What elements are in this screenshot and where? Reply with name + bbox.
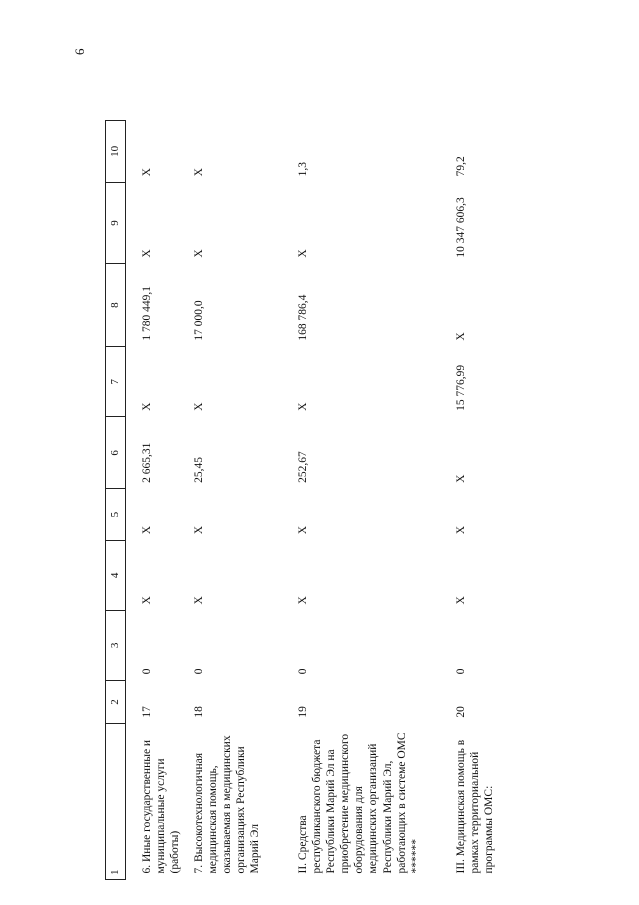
data-table (105, 120, 538, 880)
table-cell: 79,2 (455, 156, 468, 177)
table-cell: 252,67 (297, 451, 310, 483)
table-cell: X (455, 332, 468, 341)
header-cell: 1 (106, 724, 126, 880)
table-cell: X (193, 168, 206, 177)
rotated-table-container (105, 120, 525, 880)
table-cell: X (297, 249, 310, 258)
table-row (292, 121, 450, 880)
table-cell: 17 (141, 706, 154, 718)
header-row (106, 121, 126, 880)
header-cell: 10 (106, 121, 126, 183)
table-cell: 1,3 (297, 161, 310, 177)
header-cell: 2 (106, 680, 126, 723)
row-label: 7. Высокотехнологичная медицинская помощь, оказываемая в медицинских организациях Республики Марий Эл (193, 735, 262, 874)
table-cell: X (455, 474, 468, 483)
header-cell: 9 (106, 182, 126, 263)
header-cell: 6 (106, 417, 126, 489)
row-label: 6. Иные государственные и муниципальные услуги (работы) (141, 739, 182, 874)
table-cell: X (455, 525, 468, 535)
table-cell: 0 (141, 668, 154, 675)
table-row (450, 121, 538, 880)
table-cell: 18 (193, 706, 206, 718)
header-cell: 4 (106, 540, 126, 610)
header-cell: 7 (106, 347, 126, 417)
table-cell: X (297, 525, 310, 535)
table-cell: 17 000,0 (193, 300, 206, 341)
table-cell: X (141, 596, 154, 605)
table-cell: 0 (297, 668, 310, 675)
row-label: II. Средства республиканского бюджета Республики Марий Эл на приобретение медицинского оборудования для медицинских организаций Республики Марий Эл, работающих в системе ОМС ****** (297, 732, 422, 874)
table-cell: X (297, 402, 310, 411)
row-label: III. Медицинская помощь в рамках территориальной программы ОМС: (455, 739, 496, 874)
table-cell: X (193, 402, 206, 411)
table-cell: 25,45 (193, 456, 206, 483)
table-cell: 0 (193, 668, 206, 675)
table-cell: 2 665,31 (141, 442, 154, 483)
header-cell: 3 (106, 610, 126, 680)
table-cell: 0 (455, 668, 468, 675)
header-cell: 5 (106, 489, 126, 540)
table-cell: X (455, 596, 468, 605)
table-cell: 1 780 449,1 (141, 285, 154, 341)
table-cell: X (141, 525, 154, 535)
table-cell: X (141, 402, 154, 411)
header-cell: 8 (106, 264, 126, 347)
table-row (188, 121, 292, 880)
table-cell: X (193, 249, 206, 258)
table-cell: X (297, 596, 310, 605)
table-cell: X (193, 525, 206, 535)
table-cell: 15 776,99 (455, 364, 468, 411)
table-cell: 168 786,4 (297, 294, 310, 341)
table-cell: 20 (455, 706, 468, 718)
page-number: 6 (72, 48, 87, 55)
table-cell: 19 (297, 706, 310, 718)
table-row (126, 121, 189, 880)
table-cell: X (141, 249, 154, 258)
table-cell: X (141, 168, 154, 177)
table-cell: 10 347 606,3 (455, 197, 468, 258)
table-cell: X (193, 596, 206, 605)
